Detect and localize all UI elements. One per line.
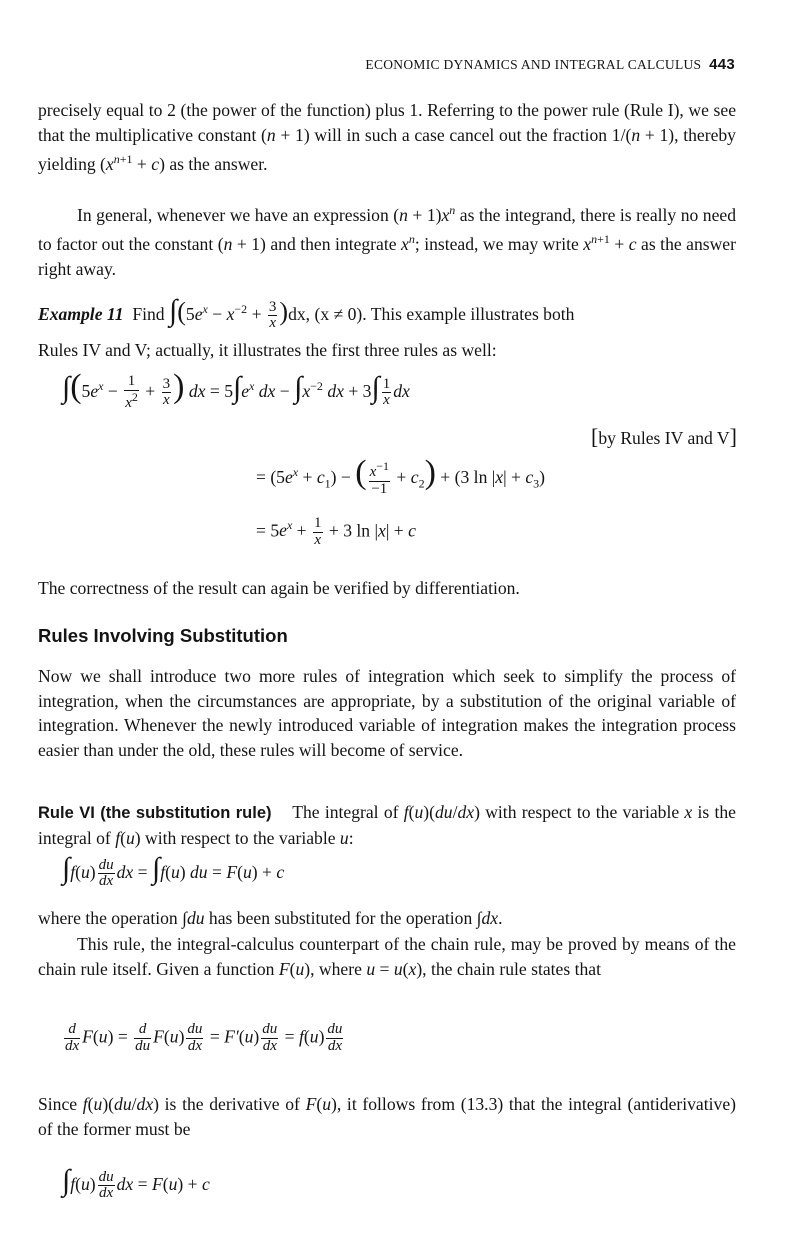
example-11-line: Example 11 Find $\int(5e^x - x^{-2}$ + $\frac{3}{x}$ )dx, (x ≠ 0). This example illustrates both [38, 294, 575, 332]
page-number: 443 [709, 56, 735, 73]
paragraph-since: Since f(u)(du/dx) is the derivative of F(u), it follows from (13.3) that the integral (antiderivative) of the former must be [38, 1094, 736, 1139]
example-label: Example 11 [38, 304, 124, 324]
paragraph-verify: The correctness of the result can again be verified by differentiation. [38, 578, 520, 598]
paragraph-chain: This rule, the integral-calculus counterpart of the chain rule, may be proved by means of the chain rule itself. Given a function F(u), where u = u(x), the chain rule states that [38, 934, 736, 979]
running-head [365, 56, 735, 73]
running-head-title: ECONOMIC DYNAMICS AND INTEGRAL CALCULUS [365, 57, 702, 72]
equation-substitution-rule: ∫f(u) $\frac{du}{dx}$ dx = ∫f(u) du = F(u) + c [62, 852, 285, 890]
section-heading: Rules Involving Substitution [38, 625, 288, 646]
equation-integral-expansion: $\int(5e^x$ − $\frac{1}{x^2}$ + $\frac{3}{x}$ ) dx = $5\int e^x$ dx − $\int x^{-2}$ dx + 3∫ $\frac{1}{x}$ dx [62, 368, 410, 411]
equation-step-2: = $(5e^x + c_1)$ − ( $\frac{x^{-1}}{-1}$ + $c_2) + (3$ $\ln |x| + c_3$) [256, 454, 546, 497]
equation-result: = $5e^x$ + $\frac{1}{x}$ + 3 ln |x| + c [256, 515, 416, 548]
example-tail: dx, (x ≠ 0). This example illustrates both [288, 304, 575, 324]
equation-antiderivative: ∫f(u) $\frac{du}{dx}$ dx = F(u) + c [62, 1164, 210, 1202]
rule-vi-statement: Rule VI (the substitution rule) The integral of f(u)(du/dx) with respect to the variable x is the integral of f(u) with respect to the variable u: [38, 802, 736, 848]
paragraph-power-rule: precisely equal to 2 (the power of the function) plus 1. Referring to the power rule (Rule I), we see that the multiplicative constant (n + 1) will in such a case cancel out the fraction 1/(n + 1), thereby yielding $(x^{n+1} + c)$ as the answer. [38, 100, 736, 175]
rule-reference: [by Rules IV and V] [591, 424, 737, 449]
equation-chain-rule: $\frac{d}{dx}$ F(u) = $\frac{d}{du}$ F(u) $\frac{du}{dx}$ = F′(u) $\frac{du}{dx}$ = f(u) $\frac{du}{dx}$ [65, 1021, 343, 1054]
example-find: Find [132, 304, 165, 324]
paragraph-where: where the operation ∫du has been substituted for the operation ∫dx. [38, 908, 503, 928]
example-line-2: Rules IV and V; actually, it illustrates the first three rules as well: [38, 340, 497, 360]
rule-vi-label: Rule VI (the substitution rule) [38, 804, 272, 822]
paragraph-substitution-intro: Now we shall introduce two more rules of integration which seek to simplify the process of integration, when the circumstances are appropriate, by a substitution of the original variable of integration. Whenever the newly introduced variable of integration makes the integration process easier than under the old, these rules will become of service. [38, 666, 736, 760]
paragraph-general: In general, whenever we have an expression $(n + 1)x^n$ as the integrand, there is really no need to factor out the constant (n + 1) and then integrate $x^n$; instead, we may write $x^{n+1} + c$ as the answer right away. [38, 203, 736, 279]
